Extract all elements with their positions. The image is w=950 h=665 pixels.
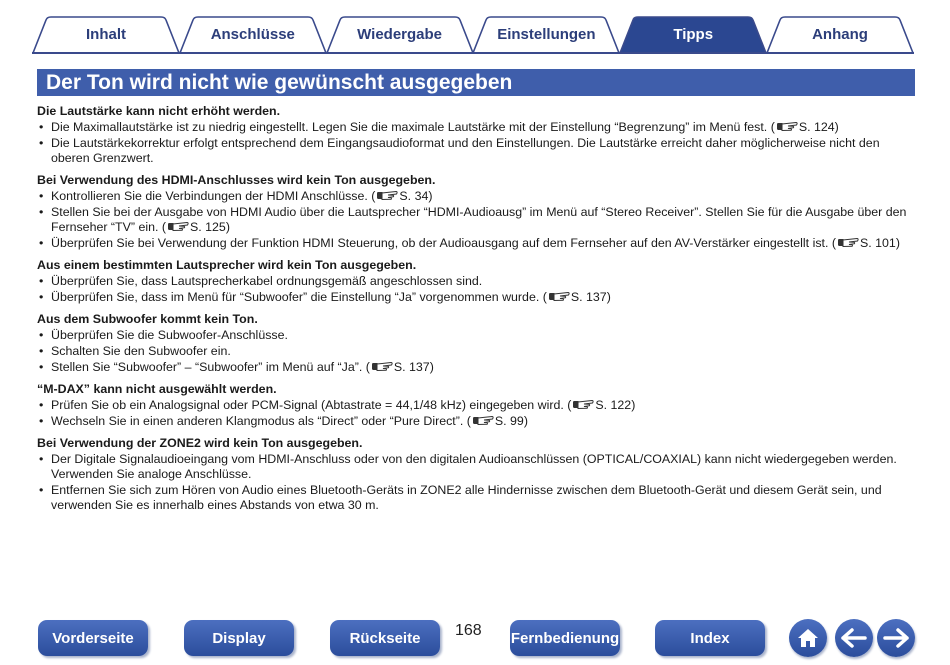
page-reference-link[interactable]: ( S. 137)	[539, 290, 611, 304]
page-reference-icon	[167, 220, 189, 233]
page-reference-link[interactable]: ( S. 125)	[158, 220, 230, 234]
list-item	[37, 414, 917, 429]
bullet-list	[37, 398, 917, 429]
list-item-text: Der Digitale Signalaudioeingang vom HDMI-Anschluss oder von den digitalen Audioanschlüssen (OPTICAL/COAXIAL) kann nicht wiedergegeben werden. Verwenden Sie analoge Anschlüsse.	[51, 452, 897, 481]
list-item-text: Stellen Sie bei der Ausgabe von HDMI Audio über die Lautsprecher “HDMI-Audioausg” im Menü auf “Stereo Receiver”. Stellen Sie für die Ausgabe über den Fernseher “TV” ein.	[51, 205, 907, 234]
bullet-list	[37, 452, 917, 513]
footer-button-rueckseite[interactable]: Rückseite	[330, 620, 440, 656]
list-item-text: Die Lautstärkekorrektur erfolgt entsprechend dem Eingangsaudioformat und den Einstellungen. Die Lautstärke erreicht daher möglicherweise nicht den oberen Grenzwert.	[51, 136, 880, 165]
page-reference-link[interactable]: ( S. 101)	[828, 236, 900, 250]
section-heading: “M-DAX” kann nicht ausgewählt werden.	[37, 382, 277, 396]
back-button[interactable]	[835, 619, 873, 657]
list-item	[37, 344, 917, 359]
page-reference-label: S. 122	[595, 398, 632, 412]
page-reference-link[interactable]: ( S. 122)	[563, 398, 636, 412]
page-reference-link[interactable]: ( S. 124)	[767, 120, 839, 134]
tab-label: Tipps	[673, 25, 714, 43]
list-item-text: Überprüfen Sie, dass Lautsprecherkabel ordnungsgemäß angeschlossen sind.	[51, 274, 483, 288]
page-reference-link[interactable]: ( S. 137)	[362, 360, 434, 374]
footer-button-vorderseite[interactable]: Vorderseite	[38, 620, 148, 656]
page-reference-icon	[837, 236, 859, 249]
arrow-right-icon	[883, 628, 909, 648]
list-item-text: Schalten Sie den Subwoofer ein.	[51, 344, 231, 358]
list-item	[37, 398, 917, 413]
tab-einstellungen[interactable]	[472, 16, 620, 52]
page-reference-link[interactable]: ( S. 34)	[367, 189, 433, 203]
tab-tipps[interactable]	[619, 16, 767, 52]
list-item	[37, 236, 917, 251]
page-reference-icon	[376, 189, 398, 202]
list-item-text: Überprüfen Sie bei Verwendung der Funktion HDMI Steuerung, ob der Audioausgang auf dem Fernseher auf den AV-Verstärker eingestellt ist.	[51, 236, 829, 250]
tab-anschl-sse[interactable]	[179, 16, 327, 52]
list-item	[37, 452, 917, 482]
bullet-list	[37, 189, 917, 251]
forward-button[interactable]	[877, 619, 915, 657]
list-item-text: Wechseln Sie in einen anderen Klangmodus als “Direct” oder “Pure Direct”.	[51, 414, 464, 428]
section-heading: Aus dem Subwoofer kommt kein Ton.	[37, 312, 258, 326]
list-item	[37, 483, 917, 513]
list-item-text: Überprüfen Sie die Subwoofer-Anschlüsse.	[51, 328, 288, 342]
troubleshooting-section	[37, 382, 917, 429]
tab-label: Einstellungen	[497, 25, 596, 43]
home-icon	[796, 627, 820, 649]
page-reference-label: S. 137	[570, 290, 607, 304]
list-item-text: Entfernen Sie sich zum Hören von Audio eines Bluetooth-Geräts in ZONE2 alle Hindernisse zwischen dem Bluetooth-Gerät und diesem Gerät sein, und verwenden Sie es innerhalb eines Abstands von etwa 30 m.	[51, 483, 882, 512]
tab-label: Anhang	[812, 25, 868, 43]
list-item	[37, 274, 917, 289]
page-reference-icon	[572, 398, 594, 411]
footer-button-index[interactable]: Index	[655, 620, 765, 656]
troubleshooting-section	[37, 258, 917, 305]
page-number: 168	[455, 622, 482, 639]
list-item-text: Überprüfen Sie, dass im Menü für “Subwoofer” die Einstellung “Ja” vorgenommen wurde.	[51, 290, 540, 304]
page-reference-link[interactable]: ( S. 99)	[463, 414, 528, 428]
page-reference-icon	[776, 120, 798, 133]
page-reference-label: S. 34	[399, 189, 429, 203]
page-reference-icon	[548, 290, 570, 303]
tab-label: Inhalt	[86, 25, 126, 43]
section-heading: Bei Verwendung des HDMI-Anschlusses wird kein Ton ausgegeben.	[37, 173, 436, 187]
tab-wiedergabe[interactable]	[326, 16, 474, 52]
troubleshooting-section	[37, 173, 917, 251]
tab-anhang[interactable]	[766, 16, 914, 52]
content-area	[37, 104, 917, 520]
list-item-text: Stellen Sie “Subwoofer” – “Subwoofer” im Menü auf “Ja”.	[51, 360, 363, 374]
bullet-list	[37, 120, 917, 166]
page-reference-icon	[472, 414, 494, 427]
troubleshooting-section	[37, 312, 917, 375]
list-item-text: Kontrollieren Sie die Verbindungen der HDMI Anschlüsse.	[51, 189, 368, 203]
list-item	[37, 290, 917, 305]
page-reference-label: S. 125	[190, 220, 226, 234]
section-heading: Die Lautstärke kann nicht erhöht werden.	[37, 104, 281, 118]
list-item	[37, 136, 917, 166]
footer-button-display[interactable]: Display	[184, 620, 294, 656]
section-heading: Aus einem bestimmten Lautsprecher wird kein Ton ausgegeben.	[37, 258, 417, 272]
tab-label: Anschlüsse	[210, 25, 295, 43]
tab-inhalt[interactable]	[32, 16, 180, 52]
list-item	[37, 205, 917, 235]
list-item	[37, 120, 917, 135]
list-item	[37, 360, 917, 375]
home-button[interactable]	[789, 619, 827, 657]
page-reference-label: S. 101	[859, 236, 896, 250]
troubleshooting-section	[37, 436, 917, 513]
bullet-list	[37, 328, 917, 375]
tab-label: Wiedergabe	[357, 25, 443, 43]
bullet-list	[37, 274, 917, 305]
list-item-text: Die Maximallautstärke ist zu niedrig eingestellt. Legen Sie die maximale Lautstärke mit der Einstellung “Begrenzung” im Menü fest.	[51, 120, 768, 134]
list-item-text: Prüfen Sie ob ein Analogsignal oder PCM-Signal (Abtastrate = 44,1/48 kHz) eingegeben wird.	[51, 398, 564, 412]
page-title: Der Ton wird nicht wie gewünscht ausgegeben	[37, 69, 915, 96]
section-heading: Bei Verwendung der ZONE2 wird kein Ton ausgegeben.	[37, 436, 363, 450]
list-item	[37, 328, 917, 343]
footer-button-fernbedienung[interactable]: Fernbedienung	[510, 620, 620, 656]
list-item	[37, 189, 917, 204]
arrow-left-icon	[841, 628, 867, 648]
page-reference-label: S. 137	[393, 360, 430, 374]
tab-bar	[32, 16, 914, 54]
troubleshooting-section	[37, 104, 917, 166]
tab-bar-underline	[32, 52, 914, 54]
page-reference-icon	[371, 360, 393, 373]
page-reference-label: S. 99	[494, 414, 524, 428]
page-reference-label: S. 124	[798, 120, 835, 134]
